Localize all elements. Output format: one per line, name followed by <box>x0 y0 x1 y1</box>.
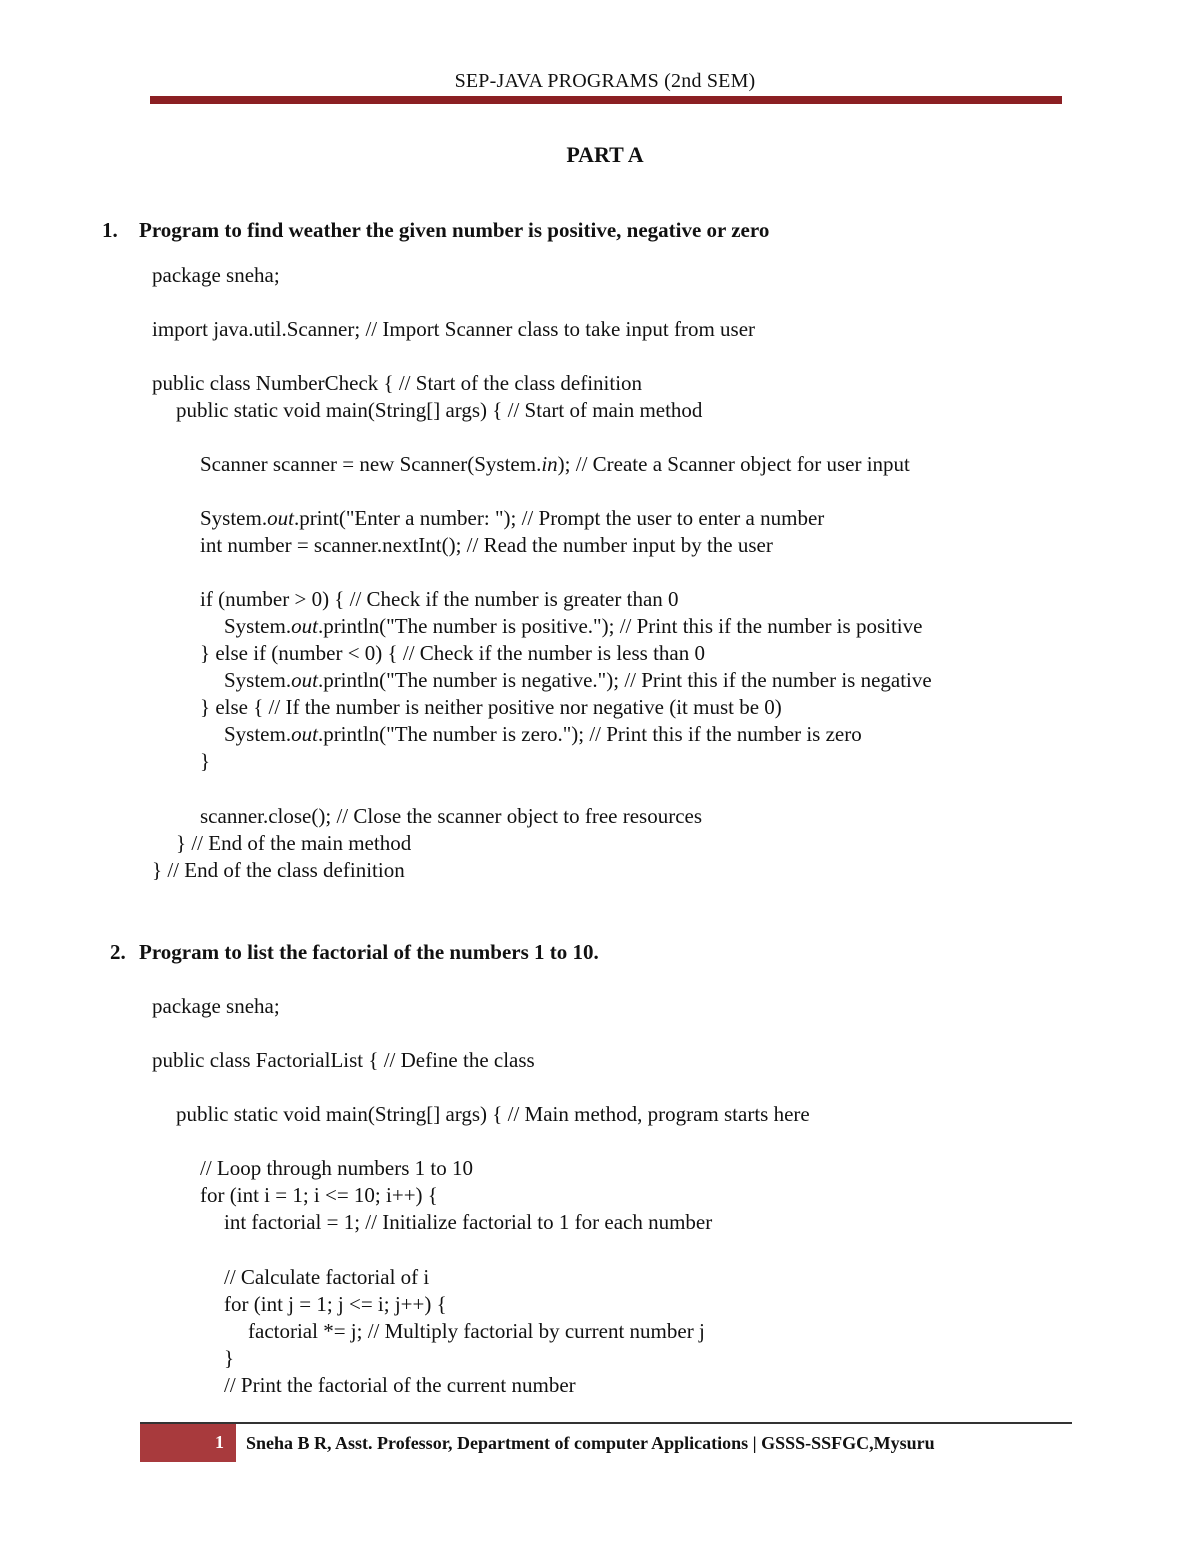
code-line: public static void main(String[] args) { // Start of main method <box>176 398 703 422</box>
code-line: System.out.println("The number is positive."); // Print this if the number is positive <box>224 614 923 638</box>
code-line: } else if (number < 0) { // Check if the number is less than 0 <box>200 641 705 665</box>
header-rule <box>150 96 1062 104</box>
page-number: 1 <box>215 1432 224 1452</box>
section-2-heading <box>110 940 599 965</box>
code-line: } <box>224 1346 235 1370</box>
part-title: PART A <box>566 142 644 167</box>
code-line: } // End of the main method <box>176 831 412 855</box>
code-line: // Print the factorial of the current number <box>224 1373 576 1397</box>
code-line: int number = scanner.nextInt(); // Read the number input by the user <box>200 533 773 557</box>
code-line: System.out.println("The number is zero."); // Print this if the number is zero <box>224 722 862 746</box>
section-1-heading <box>102 218 769 243</box>
code-line: public class NumberCheck { // Start of the class definition <box>152 371 643 395</box>
section-number: 1. <box>102 218 118 242</box>
code-line: } // End of the class definition <box>152 858 405 882</box>
page-number-box <box>140 1424 236 1462</box>
code-line: int factorial = 1; // Initialize factorial to 1 for each number <box>224 1210 713 1234</box>
code-line: factorial *= j; // Multiply factorial by current number j <box>248 1319 705 1343</box>
section-number: 2. <box>110 940 126 964</box>
footer-text: Sneha B R, Asst. Professor, Department of computer Applications | GSSS-SSFGC,Mysuru <box>246 1433 935 1453</box>
code-line: Scanner scanner = new Scanner(System.in); // Create a Scanner object for user input <box>200 452 910 476</box>
code-line: package sneha; <box>152 994 280 1018</box>
code-line: if (number > 0) { // Check if the number is greater than 0 <box>200 587 679 611</box>
code-line: scanner.close(); // Close the scanner object to free resources <box>200 804 703 828</box>
footer-rule <box>140 1422 1072 1424</box>
code-line: import java.util.Scanner; // Import Scanner class to take input from user <box>152 317 756 341</box>
code-line: // Loop through numbers 1 to 10 <box>200 1156 473 1180</box>
section-title: Program to find weather the given number is positive, negative or zero <box>139 218 770 242</box>
code-line: System.out.print("Enter a number: "); // Prompt the user to enter a number <box>200 506 825 530</box>
code-line: } else { // If the number is neither positive nor negative (it must be 0) <box>200 695 782 719</box>
code-line: public class FactorialList { // Define the class <box>152 1048 535 1072</box>
code-line: for (int j = 1; j <= i; j++) { <box>224 1292 447 1316</box>
section-title: Program to list the factorial of the numbers 1 to 10. <box>139 940 599 964</box>
code-line: for (int i = 1; i <= 10; i++) { <box>200 1183 438 1207</box>
running-header: SEP-JAVA PROGRAMS (2nd SEM) <box>454 70 756 92</box>
code-line: public static void main(String[] args) { // Main method, program starts here <box>176 1102 810 1126</box>
code-line: } <box>200 749 211 773</box>
code-line: // Calculate factorial of i <box>224 1265 430 1289</box>
code-line: System.out.println("The number is negative."); // Print this if the number is negative <box>224 668 932 692</box>
code-line: package sneha; <box>152 263 280 287</box>
